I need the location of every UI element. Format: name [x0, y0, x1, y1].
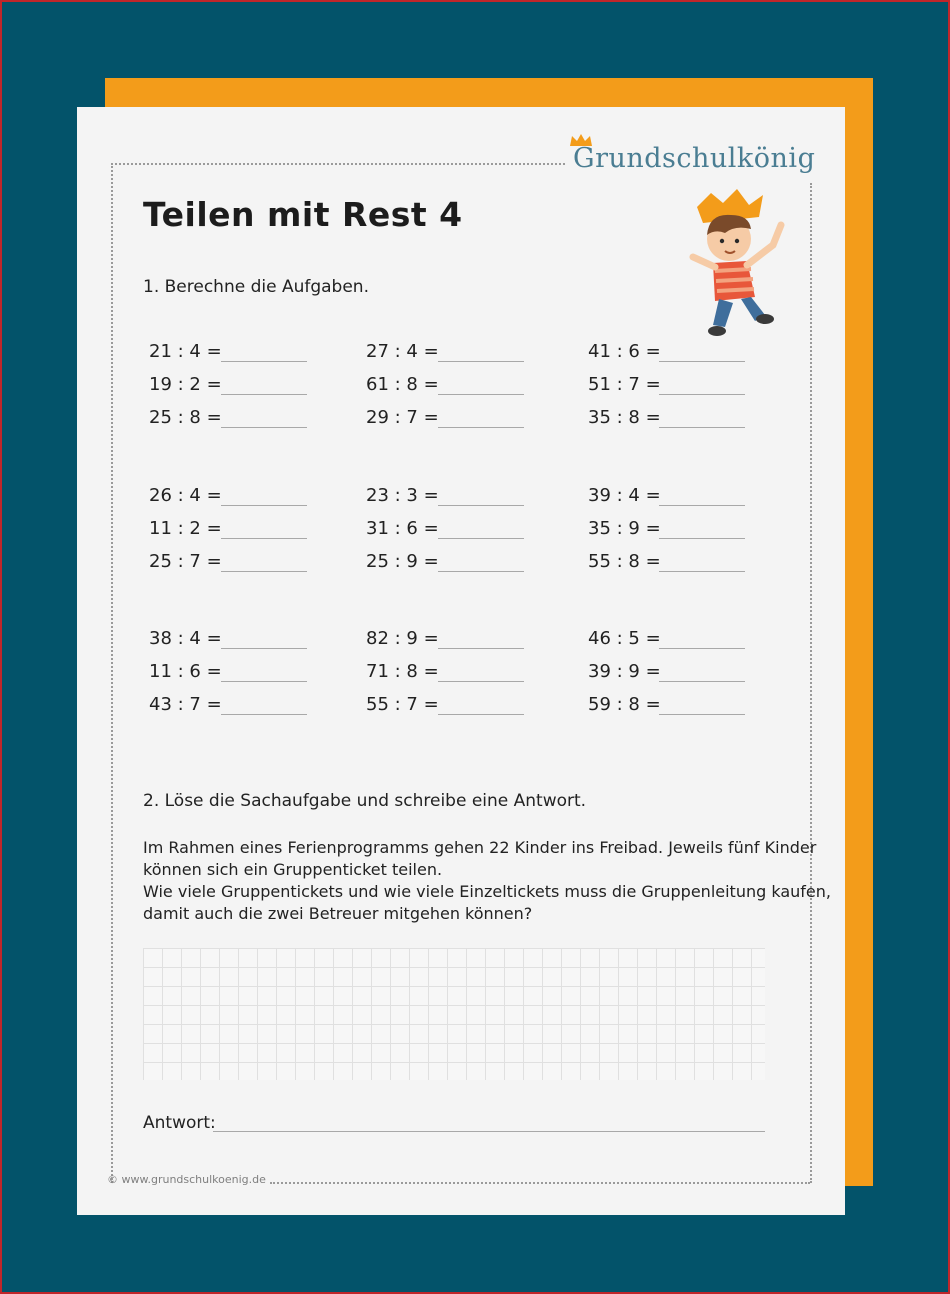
answer-line[interactable]: [213, 1131, 765, 1132]
answer-blank[interactable]: [659, 681, 745, 682]
division-problem: 29 : 7 =: [366, 407, 439, 428]
answer-blank[interactable]: [438, 571, 524, 572]
division-problem: 35 : 9 =: [588, 518, 661, 539]
answer-blank[interactable]: [438, 361, 524, 362]
answer-blank[interactable]: [221, 361, 307, 362]
story-line: können sich ein Gruppenticket teilen.: [143, 860, 443, 879]
division-problem: 82 : 9 =: [366, 628, 439, 649]
calculation-grid[interactable]: [143, 948, 765, 1080]
division-problem: 55 : 8 =: [588, 551, 661, 572]
answer-blank[interactable]: [438, 394, 524, 395]
answer-blank[interactable]: [659, 571, 745, 572]
division-problem: 59 : 8 =: [588, 694, 661, 715]
mascot-boy-illustration: [685, 185, 795, 345]
answer-blank[interactable]: [221, 505, 307, 506]
story-line: damit auch die zwei Betreuer mitgehen können?: [143, 904, 533, 923]
division-problem: 39 : 9 =: [588, 661, 661, 682]
division-problem: 11 : 6 =: [149, 661, 222, 682]
division-problem: 25 : 9 =: [366, 551, 439, 572]
division-problem: 39 : 4 =: [588, 485, 661, 506]
division-problem: 27 : 4 =: [366, 341, 439, 362]
task-1-heading: 1. Berechne die Aufgaben.: [143, 277, 369, 297]
division-problem: 25 : 7 =: [149, 551, 222, 572]
division-problem: 38 : 4 =: [149, 628, 222, 649]
answer-blank[interactable]: [438, 505, 524, 506]
division-problem: 11 : 2 =: [149, 518, 222, 539]
answer-blank[interactable]: [438, 714, 524, 715]
answer-blank[interactable]: [221, 681, 307, 682]
answer-label: Antwort:: [143, 1113, 216, 1133]
division-problem: 55 : 7 =: [366, 694, 439, 715]
division-problem: 71 : 8 =: [366, 661, 439, 682]
answer-blank[interactable]: [659, 648, 745, 649]
task-2-heading: 2. Löse die Sachaufgabe und schreibe eine Antwort.: [143, 791, 587, 811]
division-problem: 31 : 6 =: [366, 518, 439, 539]
answer-blank[interactable]: [221, 714, 307, 715]
answer-blank[interactable]: [438, 648, 524, 649]
dotted-border-bottom: [270, 1182, 810, 1184]
answer-blank[interactable]: [221, 538, 307, 539]
answer-blank[interactable]: [221, 571, 307, 572]
answer-blank[interactable]: [659, 714, 745, 715]
worksheet-title: Teilen mit Rest 4: [143, 195, 463, 234]
answer-blank[interactable]: [221, 427, 307, 428]
answer-blank[interactable]: [438, 427, 524, 428]
worksheet-paper: [77, 107, 845, 1215]
answer-blank[interactable]: [659, 361, 745, 362]
division-problem: 23 : 3 =: [366, 485, 439, 506]
answer-blank[interactable]: [438, 681, 524, 682]
division-problem: 19 : 2 =: [149, 374, 222, 395]
dotted-border-right: [810, 183, 812, 1183]
answer-blank[interactable]: [659, 394, 745, 395]
division-problem: 41 : 6 =: [588, 341, 661, 362]
division-problem: 61 : 8 =: [366, 374, 439, 395]
answer-blank[interactable]: [438, 538, 524, 539]
division-problem: 25 : 8 =: [149, 407, 222, 428]
dotted-border-left: [111, 163, 113, 1183]
division-problem: 43 : 7 =: [149, 694, 222, 715]
brand-logo: Grundschulkönig: [573, 143, 816, 174]
answer-blank[interactable]: [659, 427, 745, 428]
word-problem-text: [143, 837, 831, 925]
division-problem: 51 : 7 =: [588, 374, 661, 395]
dotted-border-top: [111, 163, 565, 165]
division-problem: 46 : 5 =: [588, 628, 661, 649]
answer-blank[interactable]: [659, 505, 745, 506]
footer-copyright: © www.grundschulkoenig.de: [107, 1173, 266, 1186]
division-problem: 35 : 8 =: [588, 407, 661, 428]
answer-blank[interactable]: [659, 538, 745, 539]
answer-blank[interactable]: [221, 648, 307, 649]
story-line: Wie viele Gruppentickets und wie viele Einzeltickets muss die Gruppenleitung kaufen,: [143, 882, 831, 901]
story-line: Im Rahmen eines Ferienprogramms gehen 22 Kinder ins Freibad. Jeweils fünf Kinder: [143, 838, 817, 857]
answer-blank[interactable]: [221, 394, 307, 395]
division-problem: 26 : 4 =: [149, 485, 222, 506]
division-problem: 21 : 4 =: [149, 341, 222, 362]
